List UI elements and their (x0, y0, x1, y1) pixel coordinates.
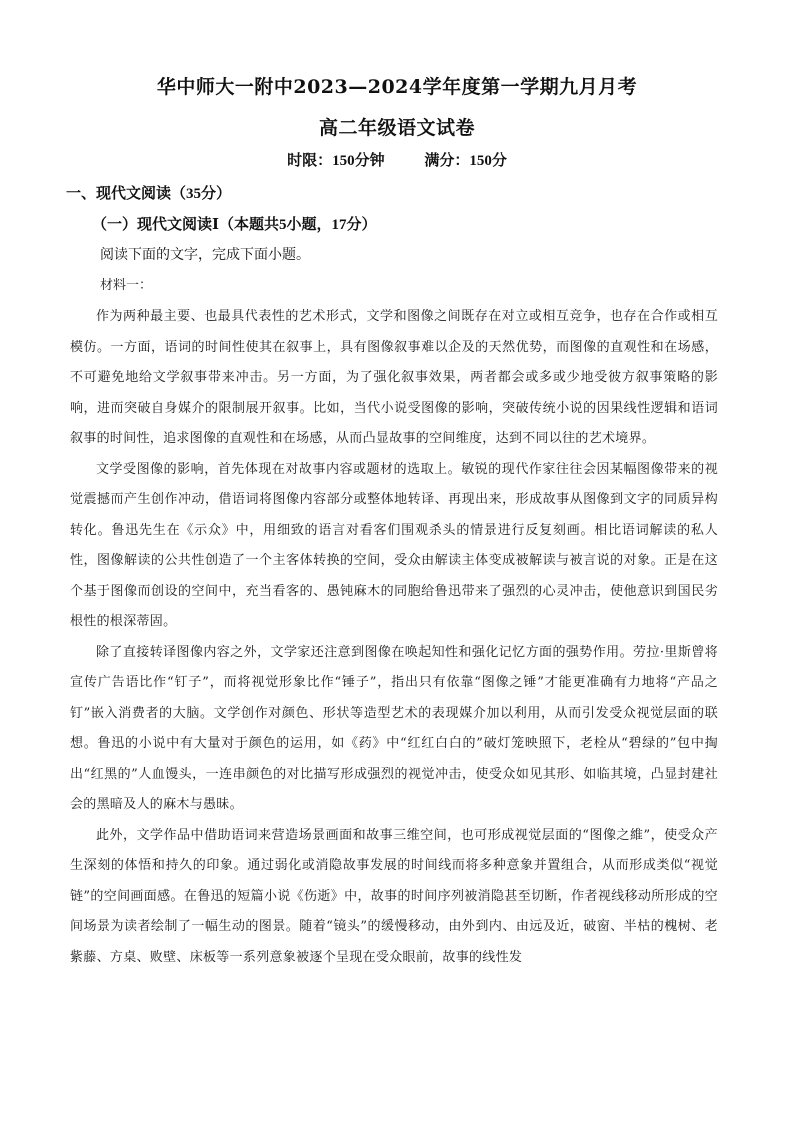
passage-paragraph: 作为两种最主要、也最具代表性的艺术形式，文学和图像之间既存在对立或相互竞争，也存在合作或相互模仿。一方面，语词的时间性使其在叙事上，具有图像叙事难以企及的天然优势，而图像的直观性和在场感，不可避免地给文学叙事带来冲击。另一方面，为了强化叙事效果，两者都会或多或少地受彼方叙事策略的影响，进而突破自身媒介的限制展开叙事。比如，当代小说受图像的影响，突破传统小说的因果线性逻辑和语词叙事的时间性，追求图像的直观性和在场感，从而凸显故事的空间维度，达到不同以往的艺术境界。 (70, 309, 718, 446)
passage-paragraph: 文学受图像的影响，首先体现在对故事内容或题材的选取上。敏锐的现代作家往往会因某幅图像带来的视觉震撼而产生创作冲动，借语词将图像内容部分或整体地转译、再现出来，形成故事从图像到文字的同质异构转化。鲁迅先生在《示众》中，用细致的语言对看客们围观杀头的情景进行反复刻画。相比语词解读的私人性，图像解读的公共性创造了一个主客体转换的空间，受众由解读主体变成被解读与被言说的对象。正是在这个基于图像而创设的空间中，充当看客的、愚钝麻木的同胞给鲁迅带来了强烈的心灵冲击，使他意识到国民劣根性的根深蒂固。 (70, 461, 718, 629)
reading-instruction: 阅读下面的文字，完成下面小题。 (100, 246, 310, 262)
material-label: 材料一： (100, 277, 153, 292)
exam-meta (0, 149, 794, 170)
reading-passage (70, 302, 718, 973)
passage-paragraph: 除了直接转译图像内容之外，文学家还注意到图像在唤起知性和强化记忆方面的强势作用。劳拉·里斯曾将宣传广告语比作“钉子”，而将视觉形象比作“锤子”，指出只有依靠“图像之锤”才能更准确有力地将“产品之钉”嵌入消费者的大脑。文学创作对颜色、形状等造型艺术的表现媒介加以利用，从而引发受众视觉层面的联想。鲁迅的小说中有大量对于颜色的运用，如《药》中“红红白白的”破灯笼映照下，老栓从“碧绿的”包中掏出“红黑的”人血馒头，一连串颜色的对比描写形成强烈的视觉冲击，使受众如见其形、如临其境，凸显封建社会的黑暗及人的麻木与愚昧。 (70, 644, 718, 812)
exam-subtitle: 高二年级语文试卷 (318, 117, 475, 139)
passage-paragraph: 此外，文学作品中借助语词来营造场景画面和故事三维空间，也可形成视觉层面的“图像之維”，使受众产生深刻的体悟和持久的印象。通过弱化或消隐故事发展的时间线而将多种意象并置组合，从而形成类似“视觉链”的空间画面感。在鲁迅的短篇小说《伤逝》中，故事的时间序列被消隐甚至切断，作者视线移动所形成的空间场景为读者绘制了一幅生动的图景。随着“镜头”的缓慢移动，由外到内、由远及近，破窗、半枯的槐树、老紫藤、方桌、败壁、床板等一系列意象被逐个呈现在受众眼前，故事的线性发 (70, 827, 718, 965)
exam-title: 华中师大一附中2023—2024学年度第一学期九月月考 (156, 76, 638, 98)
subsection-heading: （一）现代文阅读Ⅰ（本题共5小题，17分） (92, 217, 377, 233)
time-limit: 时限：150分钟 (287, 153, 385, 169)
section-heading: 一、现代文阅读（35分） (66, 186, 232, 202)
full-score: 满分：150分 (424, 153, 507, 169)
